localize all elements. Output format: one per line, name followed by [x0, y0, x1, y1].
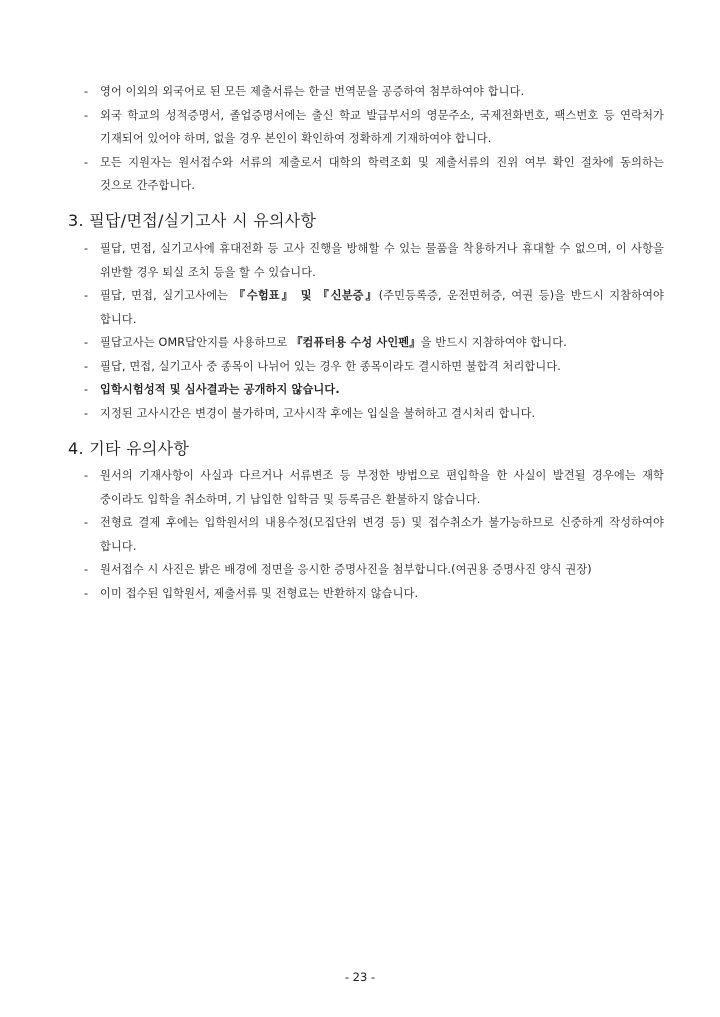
required-items-emphasis: 『수험표』 및 『신분증』 [233, 289, 379, 302]
list-item-text-suffix: (주민등록증, 운전면허증, 여권 등)을 반드시 지참하여야 합니다. [100, 289, 665, 326]
list-item [84, 378, 664, 402]
results-nondisclosure-emphasis: 입학시험성적 및 심사결과는 공개하지 않습니다. [100, 383, 340, 396]
list-item-text: 필답, 면접, 실기고사에 휴대전화 등 고사 진행을 방해할 수 있는 물품을 착용하거나 휴대할 수 없으며, 이 사항을 위반할 경우 퇴실 조치 등을 할 수 있습니다. [100, 242, 664, 279]
list-item [84, 80, 664, 104]
list-item-text: 원서접수 시 사진은 밝은 배경에 정면을 응시한 증명사진을 첨부합니다.(여권용 증명사진 양식 권장) [100, 563, 592, 576]
list-item-text: 원서의 기재사항이 사실과 다르거나 서류변조 등 부정한 방법으로 편입학을 한 사실이 발견될 경우에는 재학 중이라도 입학을 취소하며, 기 납입한 입학금 및 등록금은 환불하지 않습니다. [100, 469, 664, 506]
list-item-text-prefix: 필답고사는 OMR답안지를 사용하므로 [100, 336, 292, 349]
list-item-text: 영어 이외의 외국어로 된 모든 제출서류는 한글 번역문을 공증하여 첨부하여야 합니다. [100, 85, 525, 98]
list-item [84, 558, 664, 582]
list-item [84, 355, 664, 379]
list-item-text: 외국 학교의 성적증명서, 졸업증명서에는 출신 학교 발급부서의 영문주소, 국제전화번호, 팩스번호 등 연락처가 기재되어 있어야 하며, 없을 경우 본인이 확인하여 정확하게 기재하여야 합니다. [100, 108, 664, 145]
list-item [84, 331, 664, 355]
page-number: - 23 - [344, 970, 376, 984]
list-item-text: 이미 접수된 입학원서, 제출서류 및 전형료는 반환하지 않습니다. [100, 586, 419, 600]
list-item-text: 필답, 면접, 실기고사 중 종목이 나뉘어 있는 경우 한 종목이라도 결시하면 불합격 처리합니다. [100, 359, 562, 373]
bullet-dash: - [84, 516, 89, 529]
bullet-dash: - [84, 336, 89, 349]
bullet-dash: - [84, 469, 89, 482]
bullet-dash: - [84, 108, 89, 122]
list-item-text: 전형료 결제 후에는 입학원서의 내용수정(모집단위 변경 등) 및 접수취소가 불가능하므로 신중하게 작성하여야 합니다. [100, 516, 664, 553]
bullet-dash: - [84, 242, 89, 255]
list-item [84, 582, 664, 606]
section-heading-other-notes: 4. 기타 유의사항 [68, 439, 190, 458]
bullet-dash: - [84, 155, 89, 169]
list-item [84, 104, 664, 151]
bullet-dash: - [84, 85, 89, 98]
pen-requirement-emphasis: 『컴퓨터용 수성 사인펜』 [291, 336, 421, 349]
bullet-dash: - [84, 383, 89, 396]
submission-notes-list [84, 80, 664, 198]
list-item-text: 지정된 고사시간은 변경이 불가하며, 고사시작 후에는 입실을 불허하고 결시처리 합니다. [100, 406, 536, 420]
list-item [84, 511, 664, 558]
list-item [84, 402, 664, 426]
list-item [84, 237, 664, 284]
list-item [84, 464, 664, 511]
list-item-text-suffix: 을 반드시 지참하여야 합니다. [420, 336, 567, 349]
exam-notes-list [84, 237, 664, 425]
list-item [84, 284, 664, 331]
other-notes-list [84, 464, 664, 605]
bullet-dash: - [84, 406, 89, 420]
bullet-dash: - [84, 359, 89, 373]
list-item [84, 151, 664, 198]
section-heading-exam-notes: 3. 필답/면접/실기고사 시 유의사항 [68, 211, 317, 230]
bullet-dash: - [84, 563, 89, 576]
list-item-text-prefix: 필답, 면접, 실기고사에는 [100, 289, 234, 302]
bullet-dash: - [84, 289, 89, 302]
list-item-text: 모든 지원자는 원서접수와 서류의 제출로서 대학의 학력조회 및 제출서류의 진위 여부 확인 절차에 동의하는 것으로 간주합니다. [100, 155, 664, 192]
bullet-dash: - [84, 586, 89, 600]
